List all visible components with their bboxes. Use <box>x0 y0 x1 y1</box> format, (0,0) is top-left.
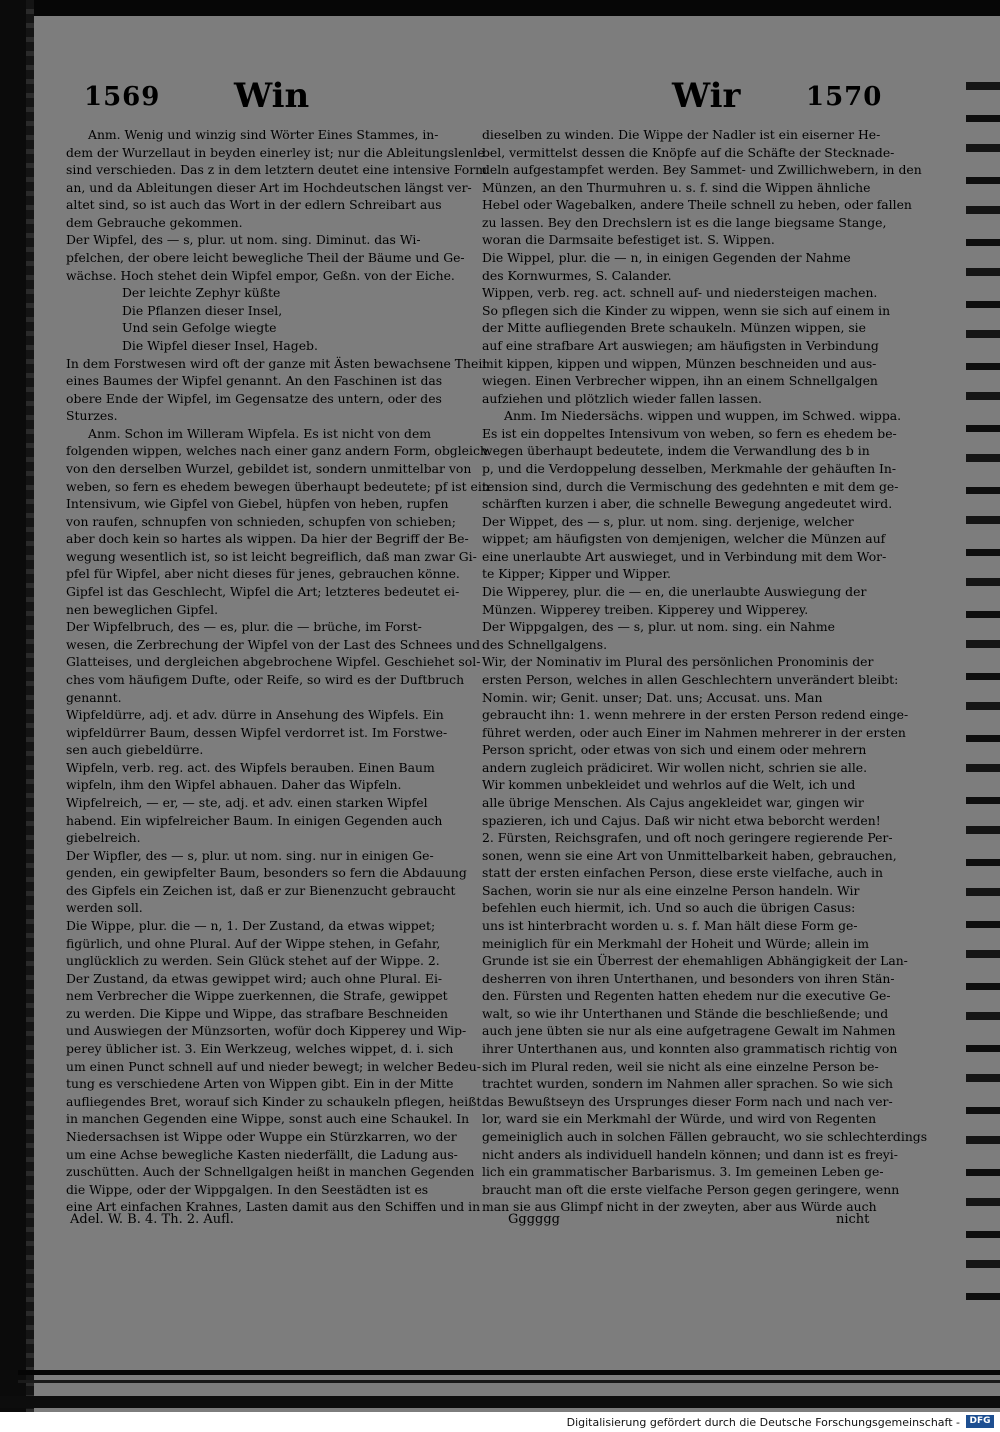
text-line: Der Wipfel, des — s, plur. ut nom. sing. Diminut. das Wi- <box>66 232 421 248</box>
text-line: Die Wipfel dieser Insel, Hageb. <box>122 337 318 353</box>
text-line: statt der ersten einfachen Person, diese erste vielfache, auch in <box>482 865 883 881</box>
text-line: Gipfel ist das Geschlecht, Wipfel die Art; letzteres bedeutet ei- <box>66 584 460 600</box>
text-line: Und sein Gefolge wiegte <box>122 320 277 336</box>
text-line: lor, ward sie ein Merkmahl der Würde, und wird von Regenten <box>482 1111 877 1127</box>
text-line: auf eine strafbare Art auswiegen; am häufigsten in Verbindung <box>482 337 879 353</box>
text-line: pfelchen, der obere leicht bewegliche Theil der Bäume und Ge- <box>66 250 465 266</box>
text-line: mit kippen, kippen und wippen, Münzen beschneiden und aus- <box>482 355 877 371</box>
text-line: eines Baumes der Wipfel genannt. An den Faschinen ist das <box>66 373 443 389</box>
right-column <box>482 126 928 1216</box>
text-line: Die Wipperey, plur. die — en, die unerlaubte Auswiegung der <box>482 584 867 600</box>
text-line: tung es verschiedene Arten von Wippen gibt. Ein in der Mitte <box>66 1076 454 1092</box>
text-line: desherren von ihren Unterthanen, und besonders von ihren Stän- <box>482 970 895 986</box>
text-line: Die Pflanzen dieser Insel, <box>122 302 283 318</box>
running-head-right: Wir <box>672 76 741 116</box>
text-line: zu werden. Die Kippe und Wippe, das strafbare Beschneiden <box>66 1005 448 1021</box>
text-line: te Kipper; Kipper und Wipper. <box>482 566 671 582</box>
scan-bottom-border <box>0 1396 1000 1408</box>
text-line: von raufen, schnupfen von schnieden, schupfen von schieben; <box>66 513 456 529</box>
text-line: den. Fürsten und Regenten hatten ehedem nur die executive Ge- <box>482 988 891 1004</box>
text-line: ches vom häufigem Dufte, oder Reife, so wird es der Duftbruch <box>66 671 465 687</box>
text-line: Wipfeldürre, adj. et adv. dürre in Ansehung des Wipfels. Ein <box>66 707 444 723</box>
text-line: Münzen. Wipperey treiben. Kipperey und Wipperey. <box>482 601 809 617</box>
text-line: wipfeldürrer Baum, dessen Wipfel verdorret ist. Im Forstwe- <box>66 724 448 740</box>
text-line: bel, vermittelst dessen die Knöpfe auf die Schäfte der Stecknade- <box>482 144 895 160</box>
text-line: In dem Forstwesen wird oft der ganze mit Ästen bewachsene Theil <box>66 355 487 371</box>
text-line: werden soll. <box>66 900 143 916</box>
text-line: und Auswiegen der Münzsorten, wofür doch Kipperey und Wip- <box>66 1023 467 1039</box>
footer-bar <box>0 1412 1000 1432</box>
text-line: alle übrige Menschen. Als Cajus angekleidet war, gingen wir <box>482 794 864 810</box>
text-line: Der leichte Zephyr küßte <box>122 285 281 301</box>
text-line: Niedersachsen ist Wippe oder Wuppe ein Stürzkarren, wo der <box>66 1128 457 1144</box>
text-line: befehlen euch hiermit, ich. Und so auch die übrigen Casus: <box>482 900 856 916</box>
text-line: eine unerlaubte Art auswieget, und in Verbindung mit dem Wor- <box>482 548 887 564</box>
text-line: wegung wesentlich ist, so ist leicht begreiflich, daß man zwar Gi- <box>66 548 477 564</box>
text-line: gemeiniglich auch in solchen Fällen gebraucht, wo sie schlechterdings <box>482 1128 928 1144</box>
text-line: dem der Wurzellaut in beyden einerley ist; nur die Ableitungslenle <box>66 144 485 160</box>
scan-left-edge-noise <box>26 0 34 1412</box>
text-line: zuschütten. Auch der Schnellgalgen heißt in manchen Gegenden <box>66 1164 475 1180</box>
text-line: sen auch giebeldürre. <box>66 742 204 758</box>
text-line: eine Art einfachen Krahnes, Lasten damit aus den Schiffen und in <box>66 1199 481 1215</box>
scan-right-edge-noise <box>966 60 1000 1310</box>
text-line: spazieren, ich und Cajus. Daß wir nicht etwa beborcht werden! <box>482 812 881 828</box>
text-line: sich im Plural reden, weil sie nicht als eine einzelne Person be- <box>482 1058 879 1074</box>
text-line: dieselben zu winden. Die Wippe der Nadler ist ein eiserner He- <box>482 127 881 142</box>
text-line: Nomin. wir; Genit. unser; Dat. uns; Accusat. uns. Man <box>482 689 823 705</box>
text-line: an, und da Ableitungen dieser Art im Hochdeutschen längst ver- <box>66 179 472 195</box>
text-line: nen beweglichen Gipfel. <box>66 601 219 617</box>
text-line: in manchen Gegenden eine Wippe, sonst auch eine Schaukel. In <box>66 1111 470 1127</box>
text-line: Wipfeln, verb. reg. act. des Wipfels berauben. Einen Baum <box>66 759 435 775</box>
text-line: Der Wipfelbruch, des — es, plur. die — brüche, im Forst- <box>66 619 422 635</box>
text-line: sind verschieden. Das z in dem letztern deutet eine intensive Form <box>66 162 487 178</box>
text-line: das Bewußtseyn des Ursprunges dieser Form nach und nach ver- <box>482 1093 893 1109</box>
text-line: p, und die Verdoppelung desselben, Merkmahle der gehäuften In- <box>482 460 897 476</box>
text-line: habend. Ein wipfelreicher Baum. In einigen Gegenden auch <box>66 812 443 828</box>
text-line: gebraucht ihn: 1. wenn mehrere in der ersten Person redend einge- <box>482 707 909 723</box>
text-line: lich ein grammatischer Barbarismus. 3. Im gemeinen Leben ge- <box>482 1164 884 1180</box>
text-line: Person spricht, oder etwas von sich und einem oder mehrern <box>482 742 867 758</box>
running-head-left: Win <box>234 76 310 116</box>
text-line: Hebel oder Wagebalken, andere Theile schnell zu heben, oder fallen <box>482 197 912 213</box>
text-line: Wir kommen unbekleidet und wehrlos auf die Welt, ich und <box>482 777 856 793</box>
text-line: Die Wippe, plur. die — n, 1. Der Zustand, da etwas wippet; <box>66 918 436 934</box>
text-line: unglücklich zu werden. Sein Glück stehet auf der Wippe. 2. <box>66 953 440 969</box>
text-line: Wipfelreich, — er, — ste, adj. et adv. einen starken Wipfel <box>66 794 428 810</box>
signature-mark-middle: Gggggg <box>508 1212 560 1227</box>
text-line: Anm. Wenig und winzig sind Wörter Eines Stammes, in- <box>88 127 439 142</box>
text-line: meiniglich für ein Merkmahl der Hoheit und Würde; allein im <box>482 935 869 951</box>
text-line: uns ist hinterbracht worden u. s. f. Man hält diese Form ge- <box>482 918 858 934</box>
text-line: der Mitte aufliegenden Brete schaukeln. Münzen wippen, sie <box>482 320 866 336</box>
text-line: wächse. Hoch stehet dein Wipfel empor, Geßn. von der Eiche. <box>66 267 455 283</box>
text-line: Der Wippgalgen, des — s, plur. ut nom. sing. ein Nahme <box>482 619 835 635</box>
text-line: um eine Achse bewegliche Kasten niederfällt, die Ladung aus- <box>66 1146 458 1162</box>
text-line: Die Wippel, plur. die — n, in einigen Gegenden der Nahme <box>482 250 851 266</box>
text-line: wiegen. Einen Verbrecher wippen, ihn an einem Schnellgalgen <box>482 373 878 389</box>
footer-credit: Digitalisierung gefördert durch die Deutsche Forschungsgemeinschaft - <box>566 1416 960 1429</box>
text-line: walt, so wie ihr Unterthanen und Stände die beschließende; und <box>482 1005 889 1021</box>
text-line: Der Wipfler, des — s, plur. ut nom. sing. nur in einigen Ge- <box>66 847 434 863</box>
scan-bottom-rule <box>18 1370 1000 1375</box>
text-line: Der Zustand, da etwas gewippet wird; auch ohne Plural. Ei- <box>66 970 443 986</box>
text-line: giebelreich. <box>66 830 141 846</box>
text-line: ersten Person, welches in allen Geschlechtern unverändert bleibt: <box>482 671 899 687</box>
text-line: aufziehen und plötzlich wieder fallen lassen. <box>482 390 762 406</box>
scan-bottom-rule-thin <box>18 1380 1000 1383</box>
text-line: Glatteises, und dergleichen abgebrochene Wipfel. Geschiehet sol- <box>66 654 481 670</box>
text-line: zu lassen. Bey den Drechslern ist es die lange biegsame Stange, <box>482 214 887 230</box>
catchword: nicht <box>836 1212 870 1227</box>
text-line: wipfeln, ihm den Wipfel abhauen. Daher das Wipfeln. <box>66 777 402 793</box>
text-line: Anm. Schon im Willeram Wipfela. Es ist nicht von dem <box>88 425 432 441</box>
text-line: braucht man oft die erste vielfache Person gegen geringere, wenn <box>482 1181 900 1197</box>
text-line: Der Wippet, des — s, plur. ut nom. sing. derjenige, welcher <box>482 513 854 529</box>
text-line: obere Ende der Wipfel, im Gegensatze des untern, oder des <box>66 390 442 406</box>
page-number-right: 1570 <box>806 82 883 112</box>
page-number-left: 1569 <box>84 82 161 112</box>
text-line: die Wippe, oder der Wippgalgen. In den Seestädten ist es <box>66 1181 429 1197</box>
text-line: Intensivum, wie Gipfel von Giebel, hüpfen von heben, rupfen <box>66 496 449 512</box>
text-line: des Schnellgalgens. <box>482 636 608 652</box>
text-line: um einen Punct schnell auf und nieder bewegt; in welcher Bedeu- <box>66 1058 481 1074</box>
text-line: pfel für Wipfel, aber nicht dieses für jenes, gebrauchen könne. <box>66 566 460 582</box>
text-line: nicht anders als individuell handeln können; und dann ist es freyi- <box>482 1146 898 1162</box>
text-line: wesen, die Zerbrechung der Wipfel von der Last des Schnees und <box>66 636 481 652</box>
text-line: deln aufgestampfet werden. Bey Sammet- und Zwillichwebern, in den <box>482 162 922 178</box>
text-line: 2. Fürsten, Reichsgrafen, und oft noch geringere regierende Per- <box>482 830 893 846</box>
text-line: woran die Darmsaite befestiget ist. S. Wippen. <box>482 232 775 248</box>
text-line: wegen überhaupt bedeutete, indem die Verwandlung des b in <box>482 443 870 459</box>
text-line: wippet; am häufigsten von demjenigen, welcher die Münzen auf <box>482 531 886 547</box>
text-line: Grunde ist sie ein Überrest der ehemahligen Abhängigkeit der Lan- <box>482 953 908 969</box>
text-line: ihrer Unterthanen aus, und konnten also grammatisch richtig von <box>482 1041 898 1057</box>
text-line: Wippen, verb. reg. act. schnell auf- und niedersteigen machen. <box>482 285 878 301</box>
text-line: andern zugleich prädiciret. Wir wollen nicht, schrien sie alle. <box>482 759 868 775</box>
dfg-logo: DFG <box>966 1415 994 1428</box>
left-column <box>66 126 490 1216</box>
text-line: des Gipfels ein Zeichen ist, daß er zur Bienenzucht gebraucht <box>66 882 456 898</box>
text-line: dem Gebrauche gekommen. <box>66 214 243 230</box>
scan-top-border <box>0 0 1000 16</box>
text-line: Sachen, worin sie nur als eine einzelne Person handeln. Wir <box>482 882 860 898</box>
text-line: Sturzes. <box>66 408 118 424</box>
text-line: folgenden wippen, welches nach einer ganz andern Form, obgleich <box>66 443 488 459</box>
text-line: Münzen, an den Thurmuhren u. s. f. sind die Wippen ähnliche <box>482 179 871 195</box>
text-line: Anm. Im Niedersächs. wippen und wuppen, im Schwed. wippa. <box>504 408 902 424</box>
text-line: aber doch kein so hartes als wippen. Da hier der Begriff der Be- <box>66 531 469 547</box>
text-line: trachtet wurden, sondern im Nahmen aller sprachen. So wie sich <box>482 1076 894 1092</box>
text-line: von den derselben Wurzel, gebildet ist, sondern unmittelbar von <box>66 460 472 476</box>
text-line: führet werden, oder auch Einer im Nahmen mehrerer in der ersten <box>482 724 906 740</box>
signature-mark-left: Adel. W. B. 4. Th. 2. Aufl. <box>70 1212 234 1227</box>
text-line: weben, so fern es ehedem bewegen überhaupt bedeutete; pf ist ein <box>66 478 490 494</box>
text-line: nem Verbrecher die Wippe zuerkennen, die Strafe, gewippet <box>66 988 448 1004</box>
text-line: tension sind, durch die Vermischung des gedehnten e mit dem ge- <box>482 478 899 494</box>
text-line: des Kornwurmes, S. Calander. <box>482 267 672 283</box>
text-line: sonen, wenn sie eine Art von Unmittelbarkeit haben, gebrauchen, <box>482 847 897 863</box>
text-line: perey üblicher ist. 3. Ein Werkzeug, welches wippet, d. i. sich <box>66 1041 454 1057</box>
text-line: aufliegendes Bret, worauf sich Kinder zu schaukeln pflegen, heißt <box>66 1093 482 1109</box>
text-line: So pflegen sich die Kinder zu wippen, wenn sie sich auf einem in <box>482 302 891 318</box>
text-line: schärften kurzen i aber, die schnelle Bewegung angedeutet wird. <box>482 496 893 512</box>
text-line: Wir, der Nominativ im Plural des persönlichen Pronominis der <box>482 654 874 670</box>
text-line: genden, ein gewipfelter Baum, besonders so fern die Abdauung <box>66 865 467 881</box>
text-line: genannt. <box>66 689 122 705</box>
text-line: Es ist ein doppeltes Intensivum von weben, so fern es ehedem be- <box>482 425 897 441</box>
text-line: figürlich, und ohne Plural. Auf der Wippe stehen, in Gefahr, <box>66 935 441 951</box>
scan-left-border <box>0 0 26 1412</box>
text-line: auch jene übten sie nur als eine aufgetragene Gewalt im Nahmen <box>482 1023 896 1039</box>
text-line: altet sind, so ist auch das Wort in der edlern Schreibart aus <box>66 197 442 213</box>
text-line: man sie aus Glimpf nicht in der zweyten, aber aus Würde auch <box>482 1199 877 1215</box>
